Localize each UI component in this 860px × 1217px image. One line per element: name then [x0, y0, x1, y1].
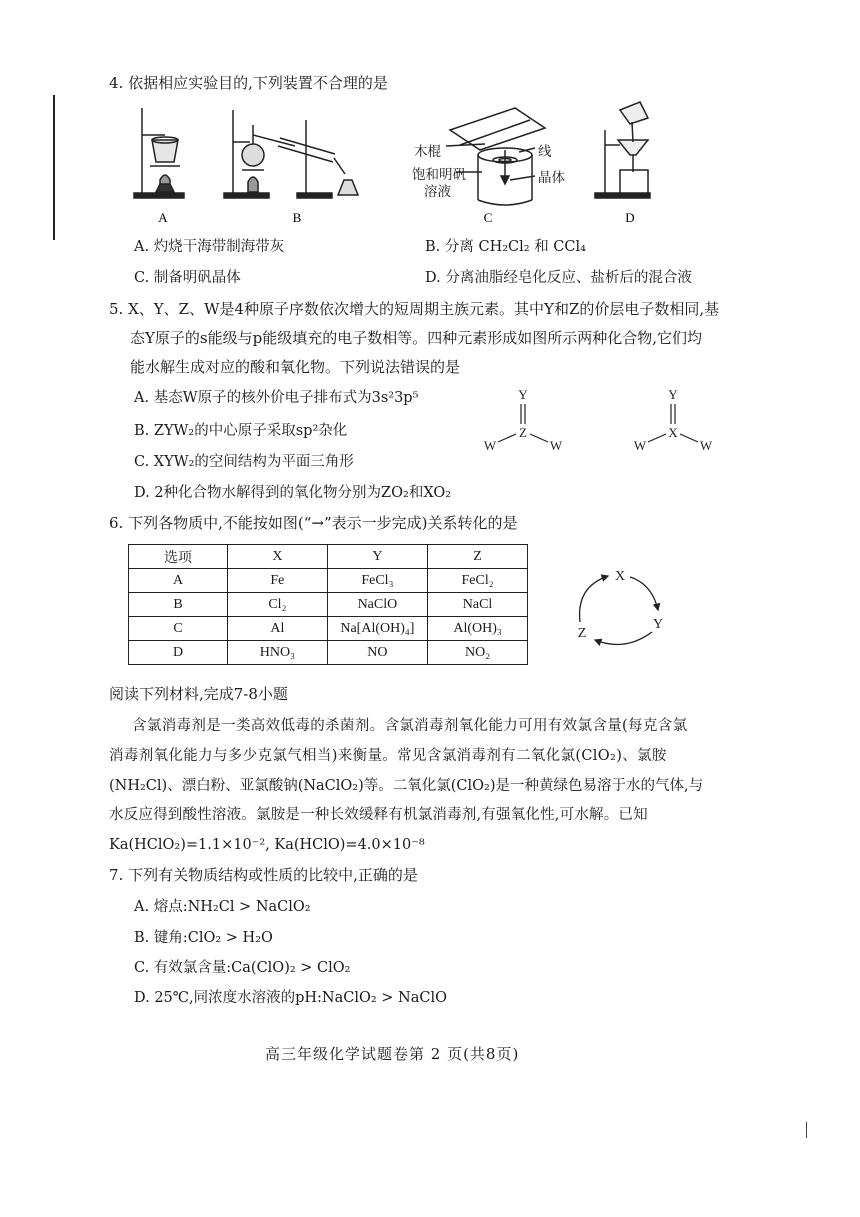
q5-option-a: A. 基态W原子的核外价电子排布式为3s²3p⁵: [134, 390, 419, 406]
table-cell: Fe: [228, 569, 328, 593]
table-row: [129, 641, 528, 665]
fig-c-label-solution-2: 溶液: [424, 184, 451, 200]
q4-stem: 4. 依据相应实验目的,下列装置不合理的是: [109, 74, 388, 92]
q7-option-a: A. 熔点:NH₂Cl > NaClO₂: [134, 899, 311, 915]
cycle-x: X: [614, 569, 626, 584]
table-cell: Na[Al(OH)₄]: [327, 617, 427, 641]
fig-c-label-thread: 线: [538, 144, 552, 160]
q5-option-b: B. ZYW₂的中心原子采取sp²杂化: [134, 423, 348, 439]
page-footer: 高三年级化学试题卷第 2 页(共8页): [265, 1045, 520, 1063]
table-header-option: 选项: [129, 545, 228, 569]
apparatus-c-crystallization-icon: [446, 108, 545, 205]
margin-tick: [806, 1122, 807, 1138]
apparatus-label-a: A: [158, 210, 168, 225]
table-cell: HNO₃: [228, 641, 328, 665]
fig-c-label-crystal: 晶体: [538, 170, 565, 186]
table-header-x: X: [228, 545, 328, 569]
q4-option-a: A. 灼烧干海带制海带灰: [134, 239, 285, 255]
table-cell: C: [129, 617, 228, 641]
q5-stem-line3: 能水解生成对应的酸和氧化物。下列说法错误的是: [130, 358, 461, 376]
structure2-w-right: W: [699, 438, 713, 453]
reading-line2: 消毒剂氧化能力与多少克氯气相当)来衡量。常见含氯消毒剂有二氧化氯(ClO₂)、氯胺: [109, 748, 667, 764]
table-cell: A: [129, 569, 228, 593]
table-cell: NO₂: [428, 641, 528, 665]
q6-stem: 6. 下列各物质中,不能按如图(“→”表示一步完成)关系转化的是: [109, 514, 518, 532]
reading-line1: 含氯消毒剂是一类高效低毒的杀菌剂。含氯消毒剂氧化能力可用有效氯含量(每克含氯: [132, 718, 688, 734]
table-cell: NO: [327, 641, 427, 665]
q7-option-c: C. 有效氯含量:Ca(ClO)₂ > ClO₂: [134, 960, 351, 976]
q4-apparatus-figure: [120, 100, 680, 225]
structure2-w-left: W: [633, 438, 647, 453]
table-header-row: [129, 545, 528, 569]
table-header-z: Z: [428, 545, 528, 569]
reading-line3: (NH₂Cl)、漂白粉、亚氯酸钠(NaClO₂)等。二氧化氯(ClO₂)是一种黄绿色易溶于水的气体,与: [109, 778, 704, 794]
reading-line4: 水反应得到酸性溶液。氯胺是一种长效缓释有机氯消毒剂,有强氧化性,可水解。已知: [109, 807, 648, 823]
structure1-y: Y: [518, 387, 528, 402]
cycle-y: Y: [652, 617, 664, 632]
q4-option-d: D. 分离油脂经皂化反应、盐析后的混合液: [425, 270, 692, 286]
structure2-y: Y: [668, 387, 678, 402]
q5-structures-figure: [480, 384, 720, 459]
structure2-x: X: [668, 425, 678, 440]
table-row: [129, 617, 528, 641]
apparatus-b-distillation-icon: [224, 110, 358, 198]
table-cell: FeCl₃: [327, 569, 427, 593]
table-cell: NaCl: [428, 593, 528, 617]
binding-margin-line: [53, 95, 55, 240]
q5-option-d: D. 2种化合物水解得到的氧化物分别为ZO₂和XO₂: [134, 485, 452, 501]
cycle-z: Z: [577, 626, 587, 641]
reading-intro: 阅读下列材料,完成7-8小题: [109, 685, 288, 703]
structure1-w-left: W: [483, 438, 497, 453]
q6-options-table: [128, 544, 528, 665]
q7-option-b: B. 键角:ClO₂ > H₂O: [134, 930, 273, 946]
fig-c-label-stick: 木棍: [414, 144, 441, 160]
table-cell: Al(OH)₃: [428, 617, 528, 641]
q4-option-c: C. 制备明矾晶体: [134, 270, 241, 286]
table-header-y: Y: [327, 545, 427, 569]
structure1-w-right: W: [549, 438, 563, 453]
apparatus-a-crucible-icon: [134, 108, 184, 198]
apparatus-d-filtration-icon: [595, 102, 650, 198]
q5-stem-line1: 5. X、Y、Z、W是4种原子序数依次增大的短周期主族元素。其中Y和Z的价层电子数相同,基: [109, 300, 720, 318]
q6-cycle-diagram: [570, 562, 670, 652]
q7-option-d: D. 25℃,同浓度水溶液的pH:NaClO₂ > NaClO: [134, 990, 448, 1006]
q7-stem: 7. 下列有关物质结构或性质的比较中,正确的是: [109, 866, 418, 884]
table-row: [129, 569, 528, 593]
structure1-z: Z: [519, 425, 527, 440]
fig-c-label-solution-1: 饱和明矾: [412, 167, 466, 183]
table-cell: D: [129, 641, 228, 665]
table-cell: Al: [228, 617, 328, 641]
table-row: [129, 593, 528, 617]
q5-option-c: C. XYW₂的空间结构为平面三角形: [134, 454, 354, 470]
apparatus-label-b: B: [292, 210, 302, 225]
reading-line5: Ka(HClO₂)=1.1×10⁻², Ka(HClO)=4.0×10⁻⁸: [109, 837, 425, 853]
apparatus-label-c: C: [483, 210, 493, 225]
table-cell: NaClO: [327, 593, 427, 617]
apparatus-label-d: D: [625, 210, 635, 225]
table-cell: B: [129, 593, 228, 617]
table-cell: Cl₂: [228, 593, 328, 617]
q4-option-b: B. 分离 CH₂Cl₂ 和 CCl₄: [425, 239, 586, 255]
q5-stem-line2: 态Y原子的s能级与p能级填充的电子数相等。四种元素形成如图所示两种化合物,它们均: [130, 329, 702, 347]
table-cell: FeCl₂: [428, 569, 528, 593]
